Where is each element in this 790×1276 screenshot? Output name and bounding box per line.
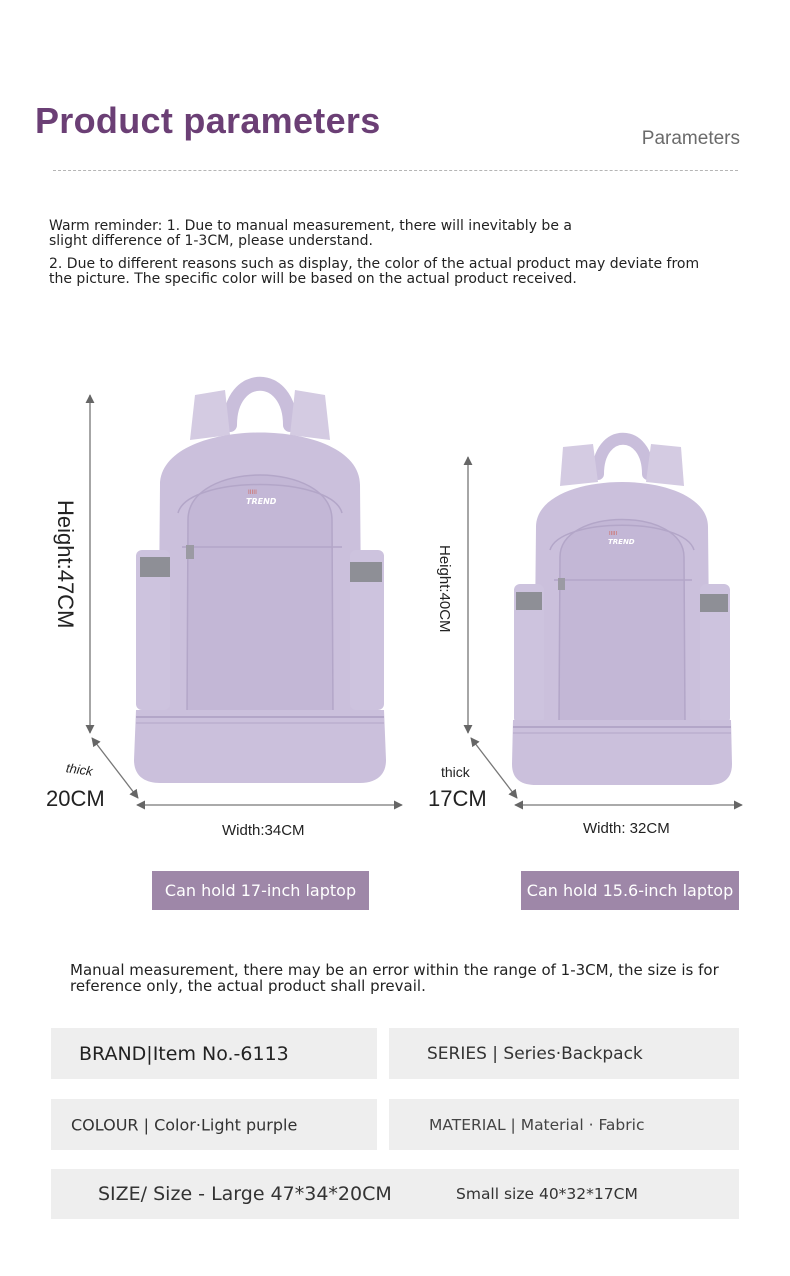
svg-text:IIIII: IIIII bbox=[248, 489, 257, 496]
spec-series bbox=[389, 1028, 739, 1079]
bag-logo-large: TREND bbox=[246, 497, 277, 506]
page-title: Product parameters bbox=[35, 100, 381, 141]
warm-reminder-2: 2. Due to different reasons such as display, the color of the actual product may deviate from the picture. The specific color will be based on the actual product received. bbox=[49, 256, 700, 287]
width-label-large: Width:34CM bbox=[222, 822, 305, 839]
large-backpack-image bbox=[130, 365, 390, 785]
measurement-note: Manual measurement, there may be an error within the range of 1-3CM, the size is for reference only, the actual product shall prevail. bbox=[70, 961, 719, 995]
height-label-small: Height:40CM bbox=[436, 545, 453, 633]
dashed-divider bbox=[53, 170, 738, 171]
section-subtitle: Parameters bbox=[641, 128, 740, 149]
thick-label-small: thick bbox=[441, 764, 470, 780]
spec-size bbox=[51, 1169, 739, 1219]
width-label-small: Width: 32CM bbox=[583, 820, 670, 837]
svg-text:IIIII: IIIII bbox=[609, 531, 618, 537]
depth-label-small: 17CM bbox=[428, 786, 487, 811]
spec-size-small-text: Small size 40*32*17CM bbox=[456, 1185, 638, 1203]
spec-brand bbox=[51, 1028, 377, 1079]
spec-brand-text: BRAND|Item No.-6113 bbox=[79, 1042, 289, 1065]
height-label-large: Height:47CM bbox=[53, 500, 78, 629]
spec-series-text: SERIES | Series·Backpack bbox=[427, 1043, 643, 1064]
spec-colour bbox=[51, 1099, 377, 1150]
spec-material bbox=[389, 1099, 739, 1150]
laptop-capacity-badge-large: Can hold 17-inch laptop bbox=[152, 871, 369, 910]
depth-label-large: 20CM bbox=[46, 786, 105, 811]
spec-colour-text: COLOUR | Color·Light purple bbox=[71, 1115, 298, 1134]
spec-material-text: MATERIAL | Material · Fabric bbox=[429, 1115, 645, 1134]
spec-size-large-text: SIZE/ Size - Large 47*34*20CM bbox=[98, 1183, 392, 1205]
small-backpack-image bbox=[508, 422, 736, 787]
warm-reminder-1: Warm reminder: 1. Due to manual measurement, there will inevitably be a slight difference of 1-3CM, please understand. bbox=[49, 218, 572, 249]
thick-label-large: thick bbox=[65, 760, 94, 779]
bag-logo-small: TREND bbox=[608, 538, 635, 546]
laptop-capacity-badge-small: Can hold 15.6-inch laptop bbox=[521, 871, 739, 910]
